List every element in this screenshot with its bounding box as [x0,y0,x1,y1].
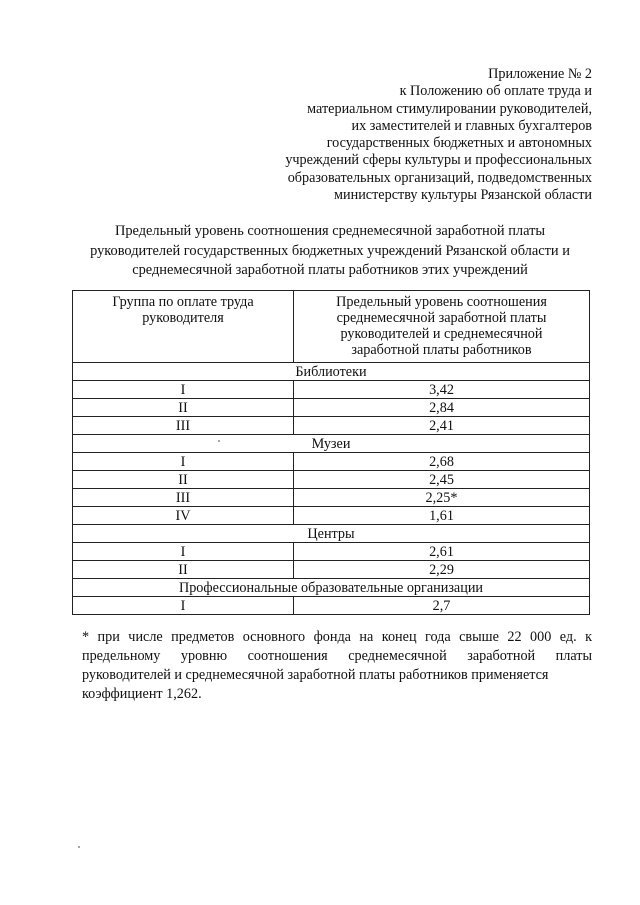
group-cell: II [73,399,294,417]
ratio-value-cell: 3,42 [294,381,590,399]
table-row [73,489,590,507]
group-cell: III [73,417,294,435]
appendix-line: государственных бюджетных и автономных [326,135,592,152]
appendix-header [232,66,592,204]
appendix-line: министерству культуры Рязанской области [334,187,592,204]
group-cell: I [73,597,294,615]
ratio-value-cell: 2,25* [294,489,590,507]
section-name-cell: Профессиональные образовательные организации [73,579,590,597]
footnote-line: руководителей и среднемесячной заработной платы работников применяется [82,667,549,683]
footnote-line: предельному уровню соотношения среднемесячной заработной платы [82,648,592,664]
ratio-value-cell: 2,29 [294,561,590,579]
header-ratio-cell: Предельный уровень соотношения среднемесячной заработной платы руководителей и среднемесячной заработной платы работников [294,291,590,363]
footnote-line: коэффициент 1,262. [82,686,202,702]
title-line: Предельный уровень соотношения среднемесячной заработной платы [114,223,546,239]
section-name-cell: Музеи [73,435,590,453]
ratio-value-cell: 2,45 [294,471,590,489]
group-cell: III [73,489,294,507]
appendix-line: материальном стимулировании руководителей, [307,100,592,117]
ratio-value-cell: 2,84 [294,399,590,417]
footnote [82,628,592,704]
ratio-table [72,290,590,615]
section-row [73,363,590,381]
table-row [73,561,590,579]
ratio-value-cell: 2,61 [294,543,590,561]
appendix-line: Приложение № 2 [488,66,592,82]
document-title [70,222,590,281]
ratio-value-cell: 2,41 [294,417,590,435]
table-row [73,471,590,489]
scan-artifact [78,846,80,848]
table-row [73,399,590,417]
group-cell: II [73,561,294,579]
table-header-row [73,291,590,363]
ratio-value-cell: 2,7 [294,597,590,615]
header-group-cell: Группа по оплате труда руководителя [73,291,294,363]
table-row [73,507,590,525]
table-row [73,417,590,435]
group-cell: I [73,381,294,399]
table-row [73,543,590,561]
section-name-cell: Центры [73,525,590,543]
appendix-line: их заместителей и главных бухгалтеров [351,117,592,134]
section-row [73,525,590,543]
appendix-line: к Положению об оплате труда и [399,83,592,100]
table-row [73,597,590,615]
group-cell: I [73,543,294,561]
title-line: среднемесячной заработной платы работников этих учреждений [132,262,528,278]
section-name-cell: Библиотеки [73,363,590,381]
group-cell: II [73,471,294,489]
table-row [73,453,590,471]
section-row [73,579,590,597]
footnote-line: * при числе предметов основного фонда на конец года свыше 22 000 ед. к [82,629,592,645]
group-cell: I [73,453,294,471]
scan-artifact [218,440,220,442]
appendix-line: образовательных организаций, подведомственных [287,169,592,186]
ratio-value-cell: 1,61 [294,507,590,525]
table-body [73,363,590,615]
group-cell: IV [73,507,294,525]
table-row [73,381,590,399]
appendix-line: учреждений сферы культуры и профессиональных [285,152,592,169]
ratio-value-cell: 2,68 [294,453,590,471]
title-line: руководителей государственных бюджетных учреждений Рязанской области и [90,242,570,259]
section-row [73,435,590,453]
